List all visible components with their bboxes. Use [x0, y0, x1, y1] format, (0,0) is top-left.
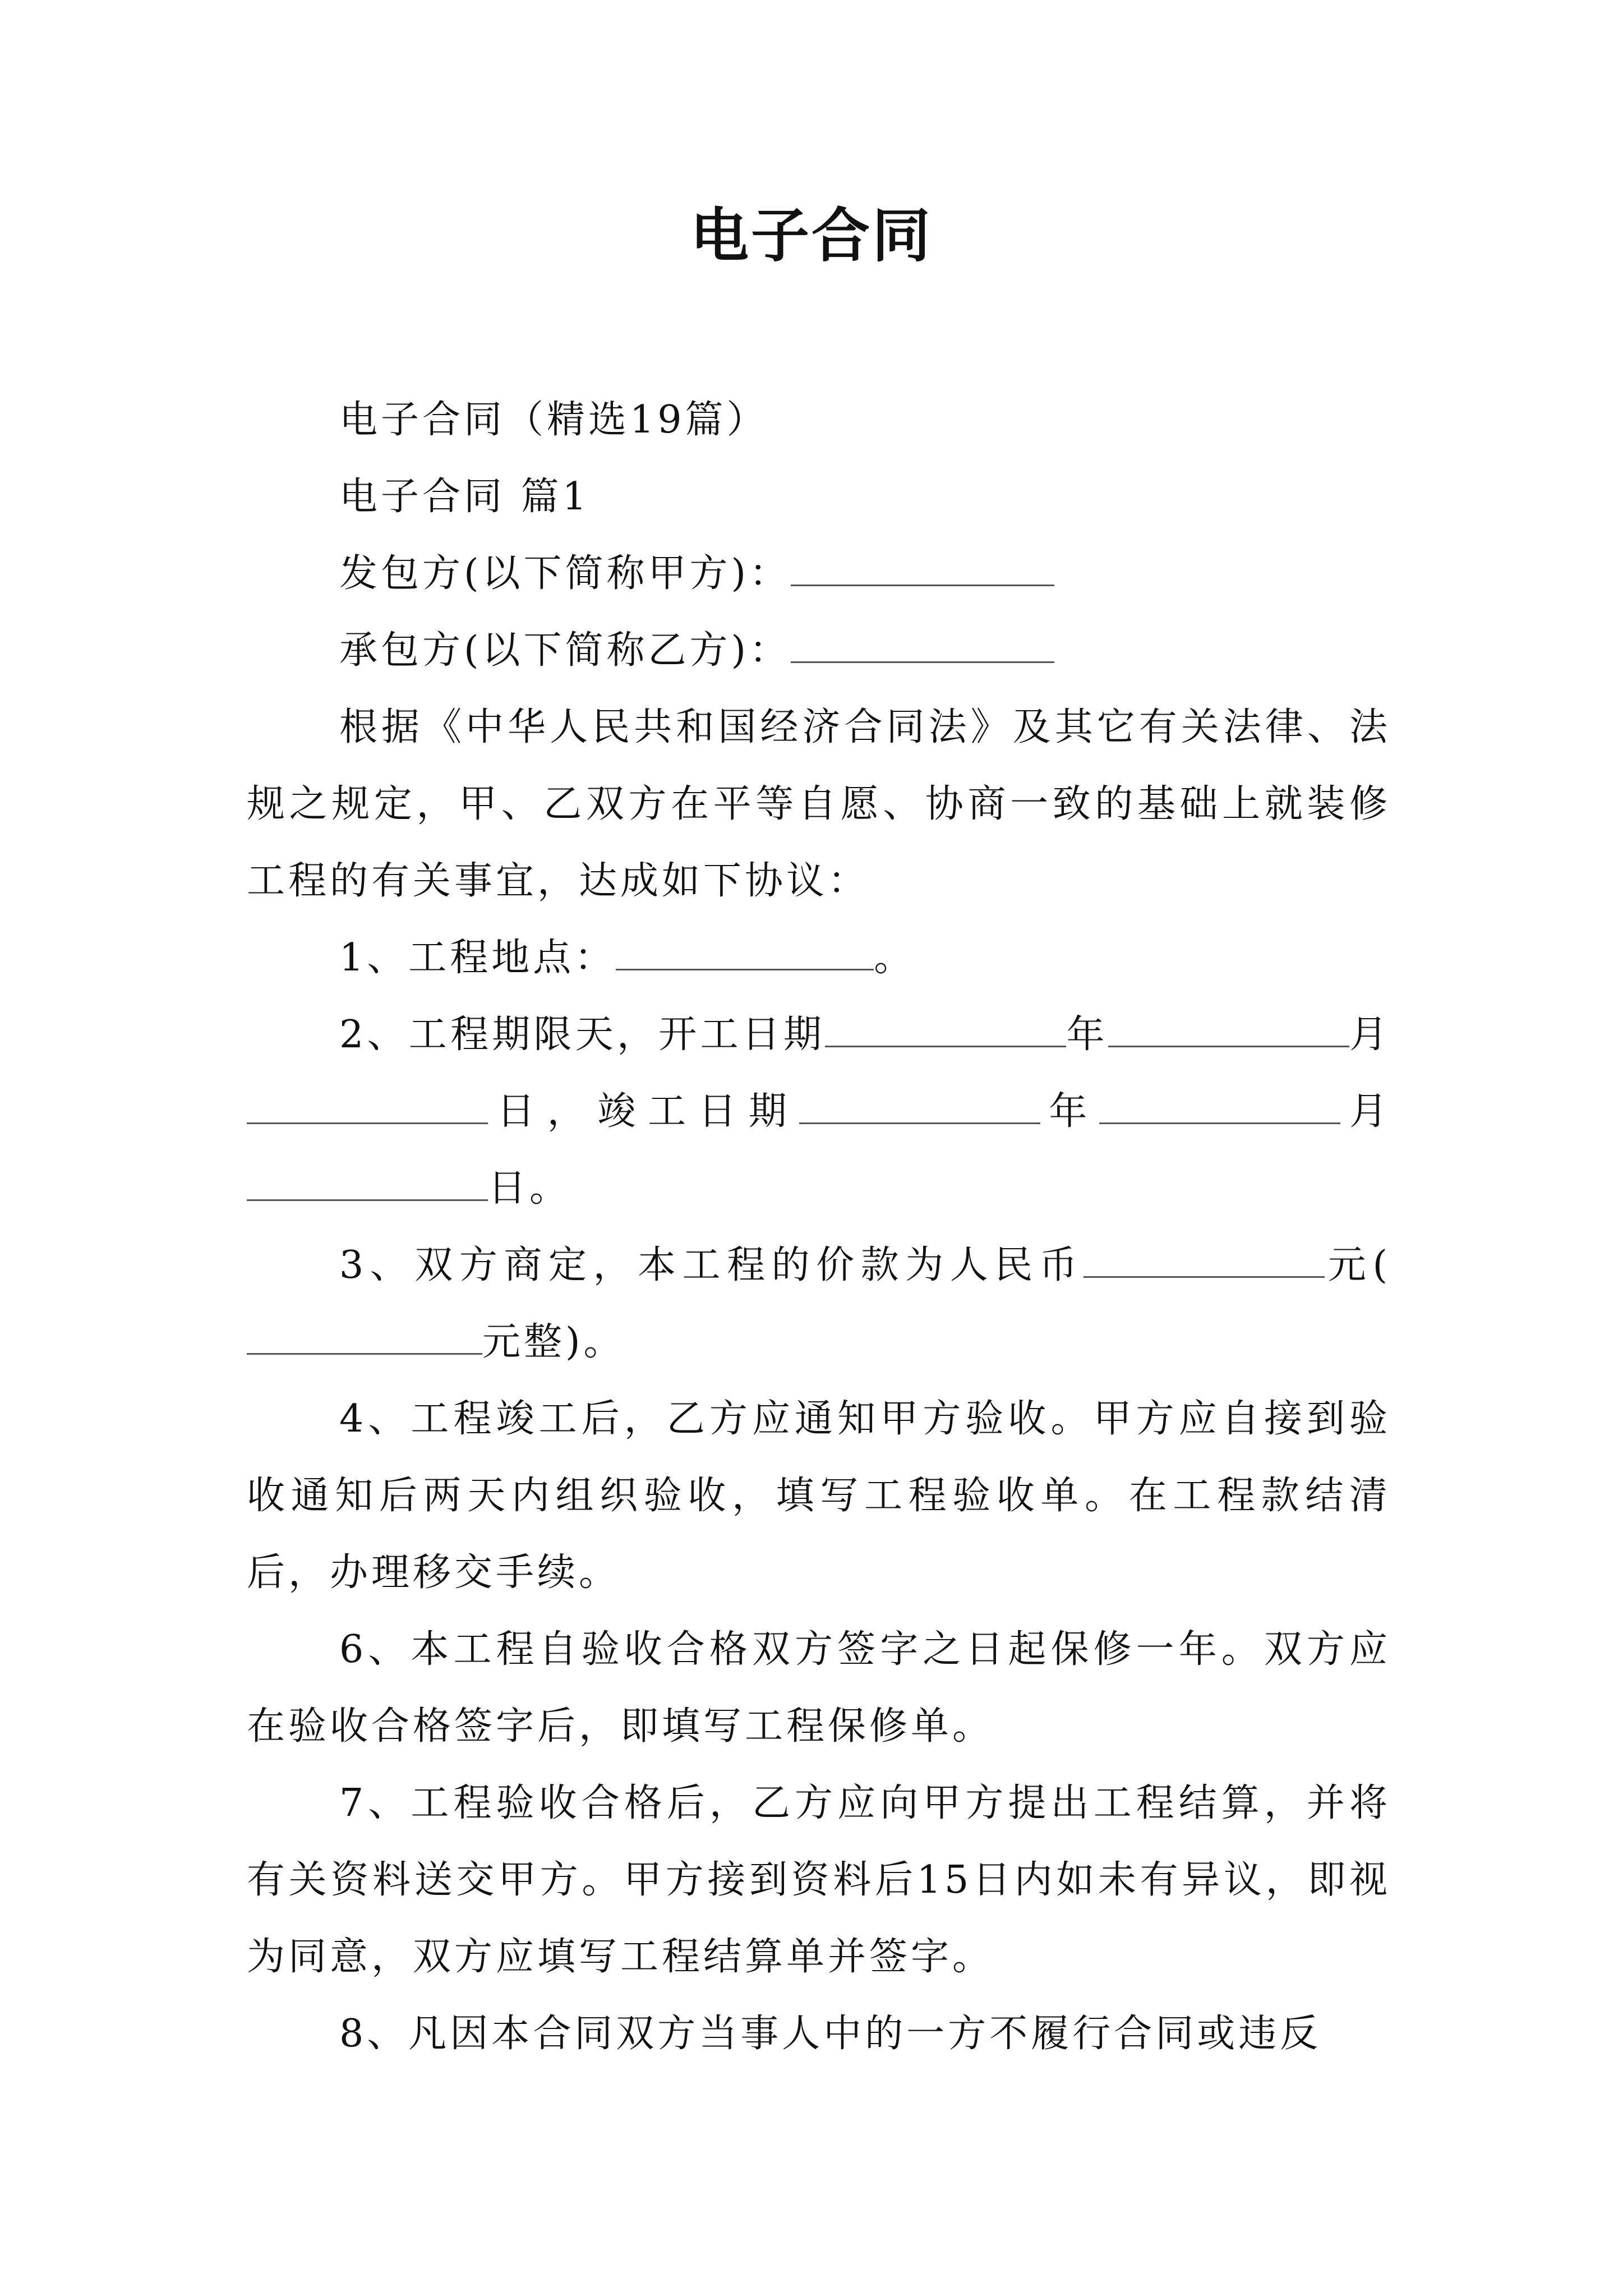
party-b-label: 承包方(以下简称乙方)： — [339, 628, 791, 673]
location-blank — [616, 930, 874, 970]
clause-2-prefix: 2、工程期限天，开工日期 — [339, 1013, 826, 1057]
clause-3 — [247, 1227, 1391, 1381]
clause-1-suffix: 。 — [874, 936, 916, 980]
party-b-line — [247, 612, 1391, 689]
start-year-blank — [825, 1006, 1066, 1047]
clause-7: 7、工程验收合格后，乙方应向甲方提出工程结算，并将有关资料送交甲方。甲方接到资料后15日内如未有异议，即视为同意，双方应填写工程结算单并签字。 — [247, 1781, 1391, 1979]
clause-6: 6、本工程自验收合格双方签字之日起保修一年。双方应在验收合格签字后，即填写工程保修单。 — [247, 1627, 1391, 1749]
end-year-blank — [799, 1083, 1040, 1124]
yuan-whole-label: 元整)。 — [482, 1320, 625, 1364]
end-day-label: 日。 — [488, 1166, 571, 1211]
clause-1-prefix: 1、工程地点： — [339, 936, 616, 980]
end-year-label: 年 — [1040, 1089, 1100, 1134]
intro-paragraph: 根据《中华人民共和国经济合同法》及其它有关法律、法规之规定，甲、乙双方在平等自愿、协商一致的基础上就装修工程的有关事宜，达成如下协议： — [247, 705, 1391, 903]
party-a-line — [247, 535, 1391, 612]
clause-3-prefix: 3、双方商定，本工程的价款为人民币 — [339, 1243, 1084, 1287]
party-a-label: 发包方(以下简称甲方)： — [339, 551, 791, 596]
yuan-label: 元 — [1325, 1243, 1373, 1287]
clause-4: 4、工程竣工后，乙方应通知甲方验收。甲方应自接到验收通知后两天内组织验收，填写工程验收单。在工程款结清后，办理移交手续。 — [247, 1397, 1391, 1595]
end-day-blank — [247, 1160, 488, 1201]
price-words-blank — [247, 1314, 482, 1355]
end-month-label: 月 — [1340, 1089, 1391, 1134]
clause-8: 8、凡因本合同双方当事人中的一方不履行合同或违反 — [339, 2012, 1322, 2056]
document-body — [247, 381, 1391, 2072]
start-month-blank — [1108, 1006, 1349, 1047]
clause-1 — [247, 919, 1391, 996]
price-blank — [1083, 1237, 1325, 1278]
start-day-blank — [247, 1083, 488, 1124]
end-month-blank — [1099, 1083, 1340, 1124]
party-b-blank — [791, 622, 1054, 663]
completion-date-label: 日，竣工日期 — [488, 1089, 799, 1134]
subtitle: 电子合同（精选19篇） — [339, 398, 768, 442]
paren-open: ( — [1372, 1243, 1391, 1287]
clause-2 — [247, 996, 1391, 1227]
start-year-label: 年 — [1066, 1013, 1108, 1057]
document-title: 电子合同 — [690, 201, 933, 270]
party-a-blank — [791, 545, 1054, 586]
section-heading: 电子合同 篇1 — [339, 475, 590, 519]
start-month-label: 月 — [1349, 1013, 1391, 1057]
